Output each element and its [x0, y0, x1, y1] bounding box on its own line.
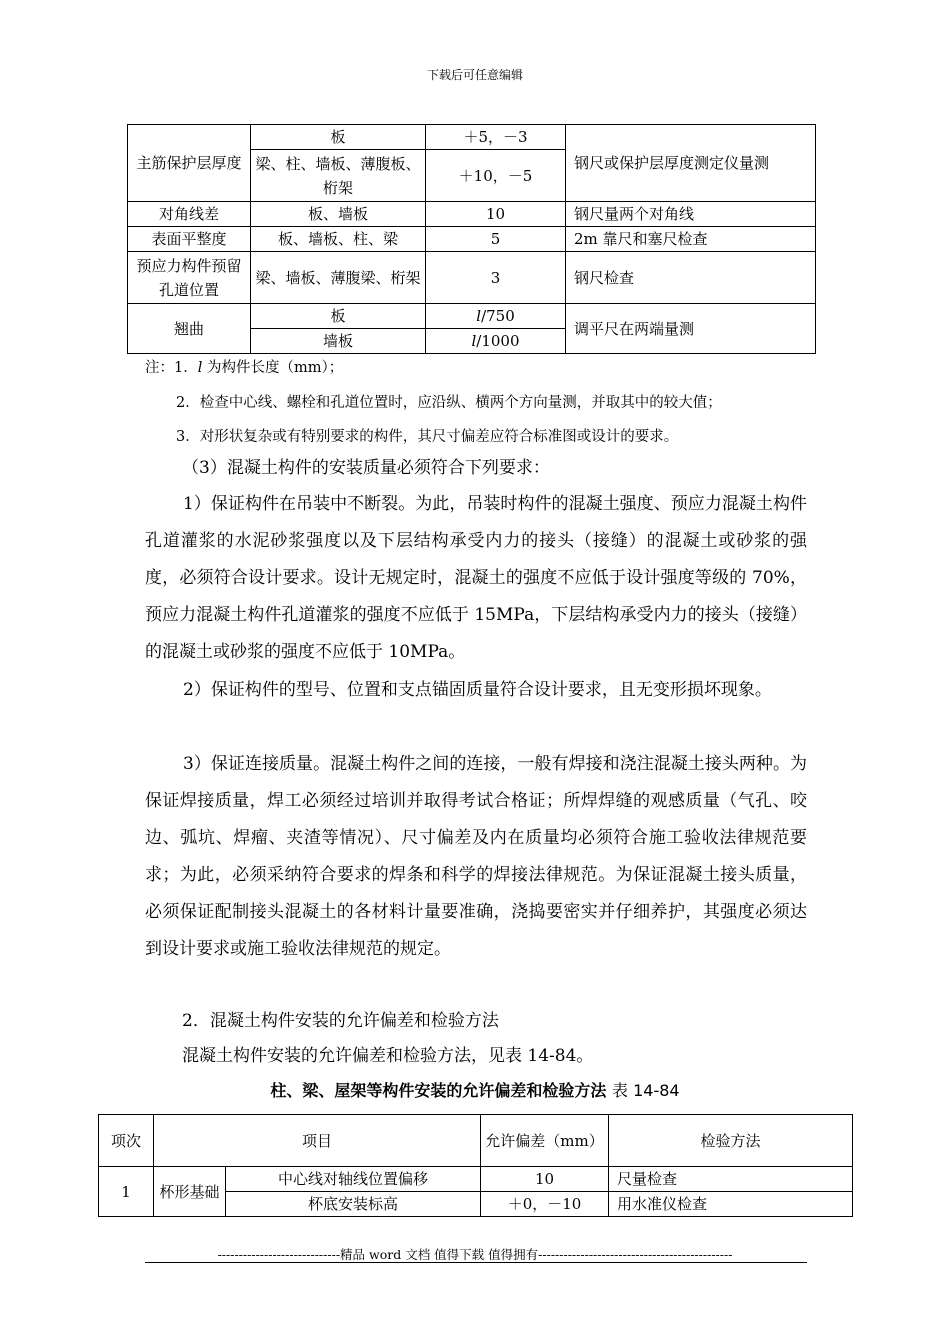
cell-method: 钢尺检查: [566, 252, 816, 304]
section-heading-3: （3）混凝土构件的安装质量必须符合下列要求：: [182, 458, 550, 478]
cell-deviation: ＋5，－3: [426, 125, 566, 150]
cell-item: 杯底安装标高: [226, 1192, 481, 1217]
note-text: 为构件长度（mm）；: [202, 360, 344, 376]
caption-number: 表 14-84: [612, 1081, 680, 1100]
cell-method: 钢尺量两个对角线: [566, 202, 816, 227]
cell-deviation: ＋0，－10: [481, 1192, 609, 1217]
length-variable: l: [471, 332, 477, 350]
cell-method: 尺量检查: [609, 1167, 853, 1192]
cell-deviation: 5: [426, 227, 566, 252]
length-variable: l: [197, 360, 203, 376]
cell-group: 杯形基础: [154, 1167, 226, 1217]
caption-title: 柱、梁、屋架等构件安装的允许偏差和检验方法: [270, 1081, 607, 1100]
note-2: 2．检查中心线、螺栓和孔道位置时，应沿纵、横两个方向量测，并取其中的较大值；: [176, 395, 722, 411]
footer-rule: [145, 1262, 807, 1263]
table-caption: [0, 1078, 950, 1101]
cell-type: 板: [251, 304, 426, 329]
cell-item: 主筋保护层厚度: [128, 125, 251, 202]
cell-deviation: 10: [426, 202, 566, 227]
cell-item: 预应力构件预留孔道位置: [128, 252, 251, 304]
paragraph-3: 3）保证连接质量。混凝土构件之间的连接，一般有焊接和浇注混凝土接头两种。为保证焊接质量，焊工必须经过培训并取得考试合格证；所焊焊缝的观感质量（气孔、咬边、弧坑、焊瘤、夹渣等情况）、尺寸偏差及内在质量均必须符合施工验收法律规范要求；为此，必须采纳符合要求的焊条和科学的焊接法律规范。为保证混凝土接头质量，必须保证配制接头混凝土的各材料计量要准确，浇捣要密实并仔细养护，其强度必须达到设计要求或施工验收法律规范的规定。: [145, 754, 807, 959]
cell-deviation: [426, 304, 566, 329]
header-item: 项目: [154, 1115, 481, 1167]
header-no: 项次: [99, 1115, 154, 1167]
page-footer: -----------------------------精品 word 文档 值得下载 值得拥有----------------------------------------------: [217, 1247, 733, 1262]
header-method: 检验方法: [609, 1115, 853, 1167]
note-prefix: 注：1．: [145, 360, 198, 376]
tolerance-table-1: [127, 124, 816, 354]
cell-method: 调平尺在两端量测: [566, 304, 816, 354]
section-heading-2: 2．混凝土构件安装的允许偏差和检验方法: [182, 1011, 499, 1031]
cell-method: 用水准仪检查: [609, 1192, 853, 1217]
cell-deviation: [426, 329, 566, 354]
cell-deviation: 10: [481, 1167, 609, 1192]
cell-type: 墙板: [251, 329, 426, 354]
tolerance-table-2: [98, 1114, 853, 1217]
cell-method: 2m 靠尺和塞尺检查: [566, 227, 816, 252]
header-deviation: 允许偏差（mm）: [481, 1115, 609, 1167]
cell-deviation: 3: [426, 252, 566, 304]
cell-item: 对角线差: [128, 202, 251, 227]
section-text: 混凝土构件安装的允许偏差和检验方法，见表 14-84。: [182, 1046, 594, 1066]
paragraph-2: 2）保证构件的型号、位置和支点锚固质量符合设计要求，且无变形损坏现象。: [183, 680, 772, 700]
cell-no: 1: [99, 1167, 154, 1217]
cell-type: 梁、柱、墙板、薄腹板、桁架: [251, 150, 426, 202]
cell-type: 板、墙板、柱、梁: [251, 227, 426, 252]
paragraph-1: 1）保证构件在吊装中不断裂。为此，吊装时构件的混凝土强度、预应力混凝土构件孔道灌浆的水泥砂浆强度以及下层结构承受内力的接头（接缝）的混凝土或砂浆的强度，必须符合设计要求。设计无规定时，混凝土的强度不应低于设计强度等级的 70%，预应力混凝土构件孔道灌浆的强度不应低于 15MPa，下层结构承受内力的接头（接缝）的混凝土或砂浆的强度不应低于 10MPa。: [145, 494, 807, 662]
cell-method: 钢尺或保护层厚度测定仪量测: [566, 125, 816, 202]
deviation-ratio: /750: [481, 307, 515, 325]
length-variable: l: [476, 307, 482, 325]
cell-item: 中心线对轴线位置偏移: [226, 1167, 481, 1192]
deviation-ratio: /1000: [476, 332, 520, 350]
page-header: 下载后可任意编辑: [426, 68, 523, 82]
cell-type: 板: [251, 125, 426, 150]
note-3: 3．对形状复杂或有特别要求的构件，其尺寸偏差应符合标准图或设计的要求。: [176, 429, 679, 445]
cell-item: 表面平整度: [128, 227, 251, 252]
cell-type: 梁、墙板、薄腹梁、桁架: [251, 252, 426, 304]
cell-type: 板、墙板: [251, 202, 426, 227]
cell-deviation: ＋10，－5: [426, 150, 566, 202]
cell-item: 翘曲: [128, 304, 251, 354]
note-1: [145, 358, 343, 378]
